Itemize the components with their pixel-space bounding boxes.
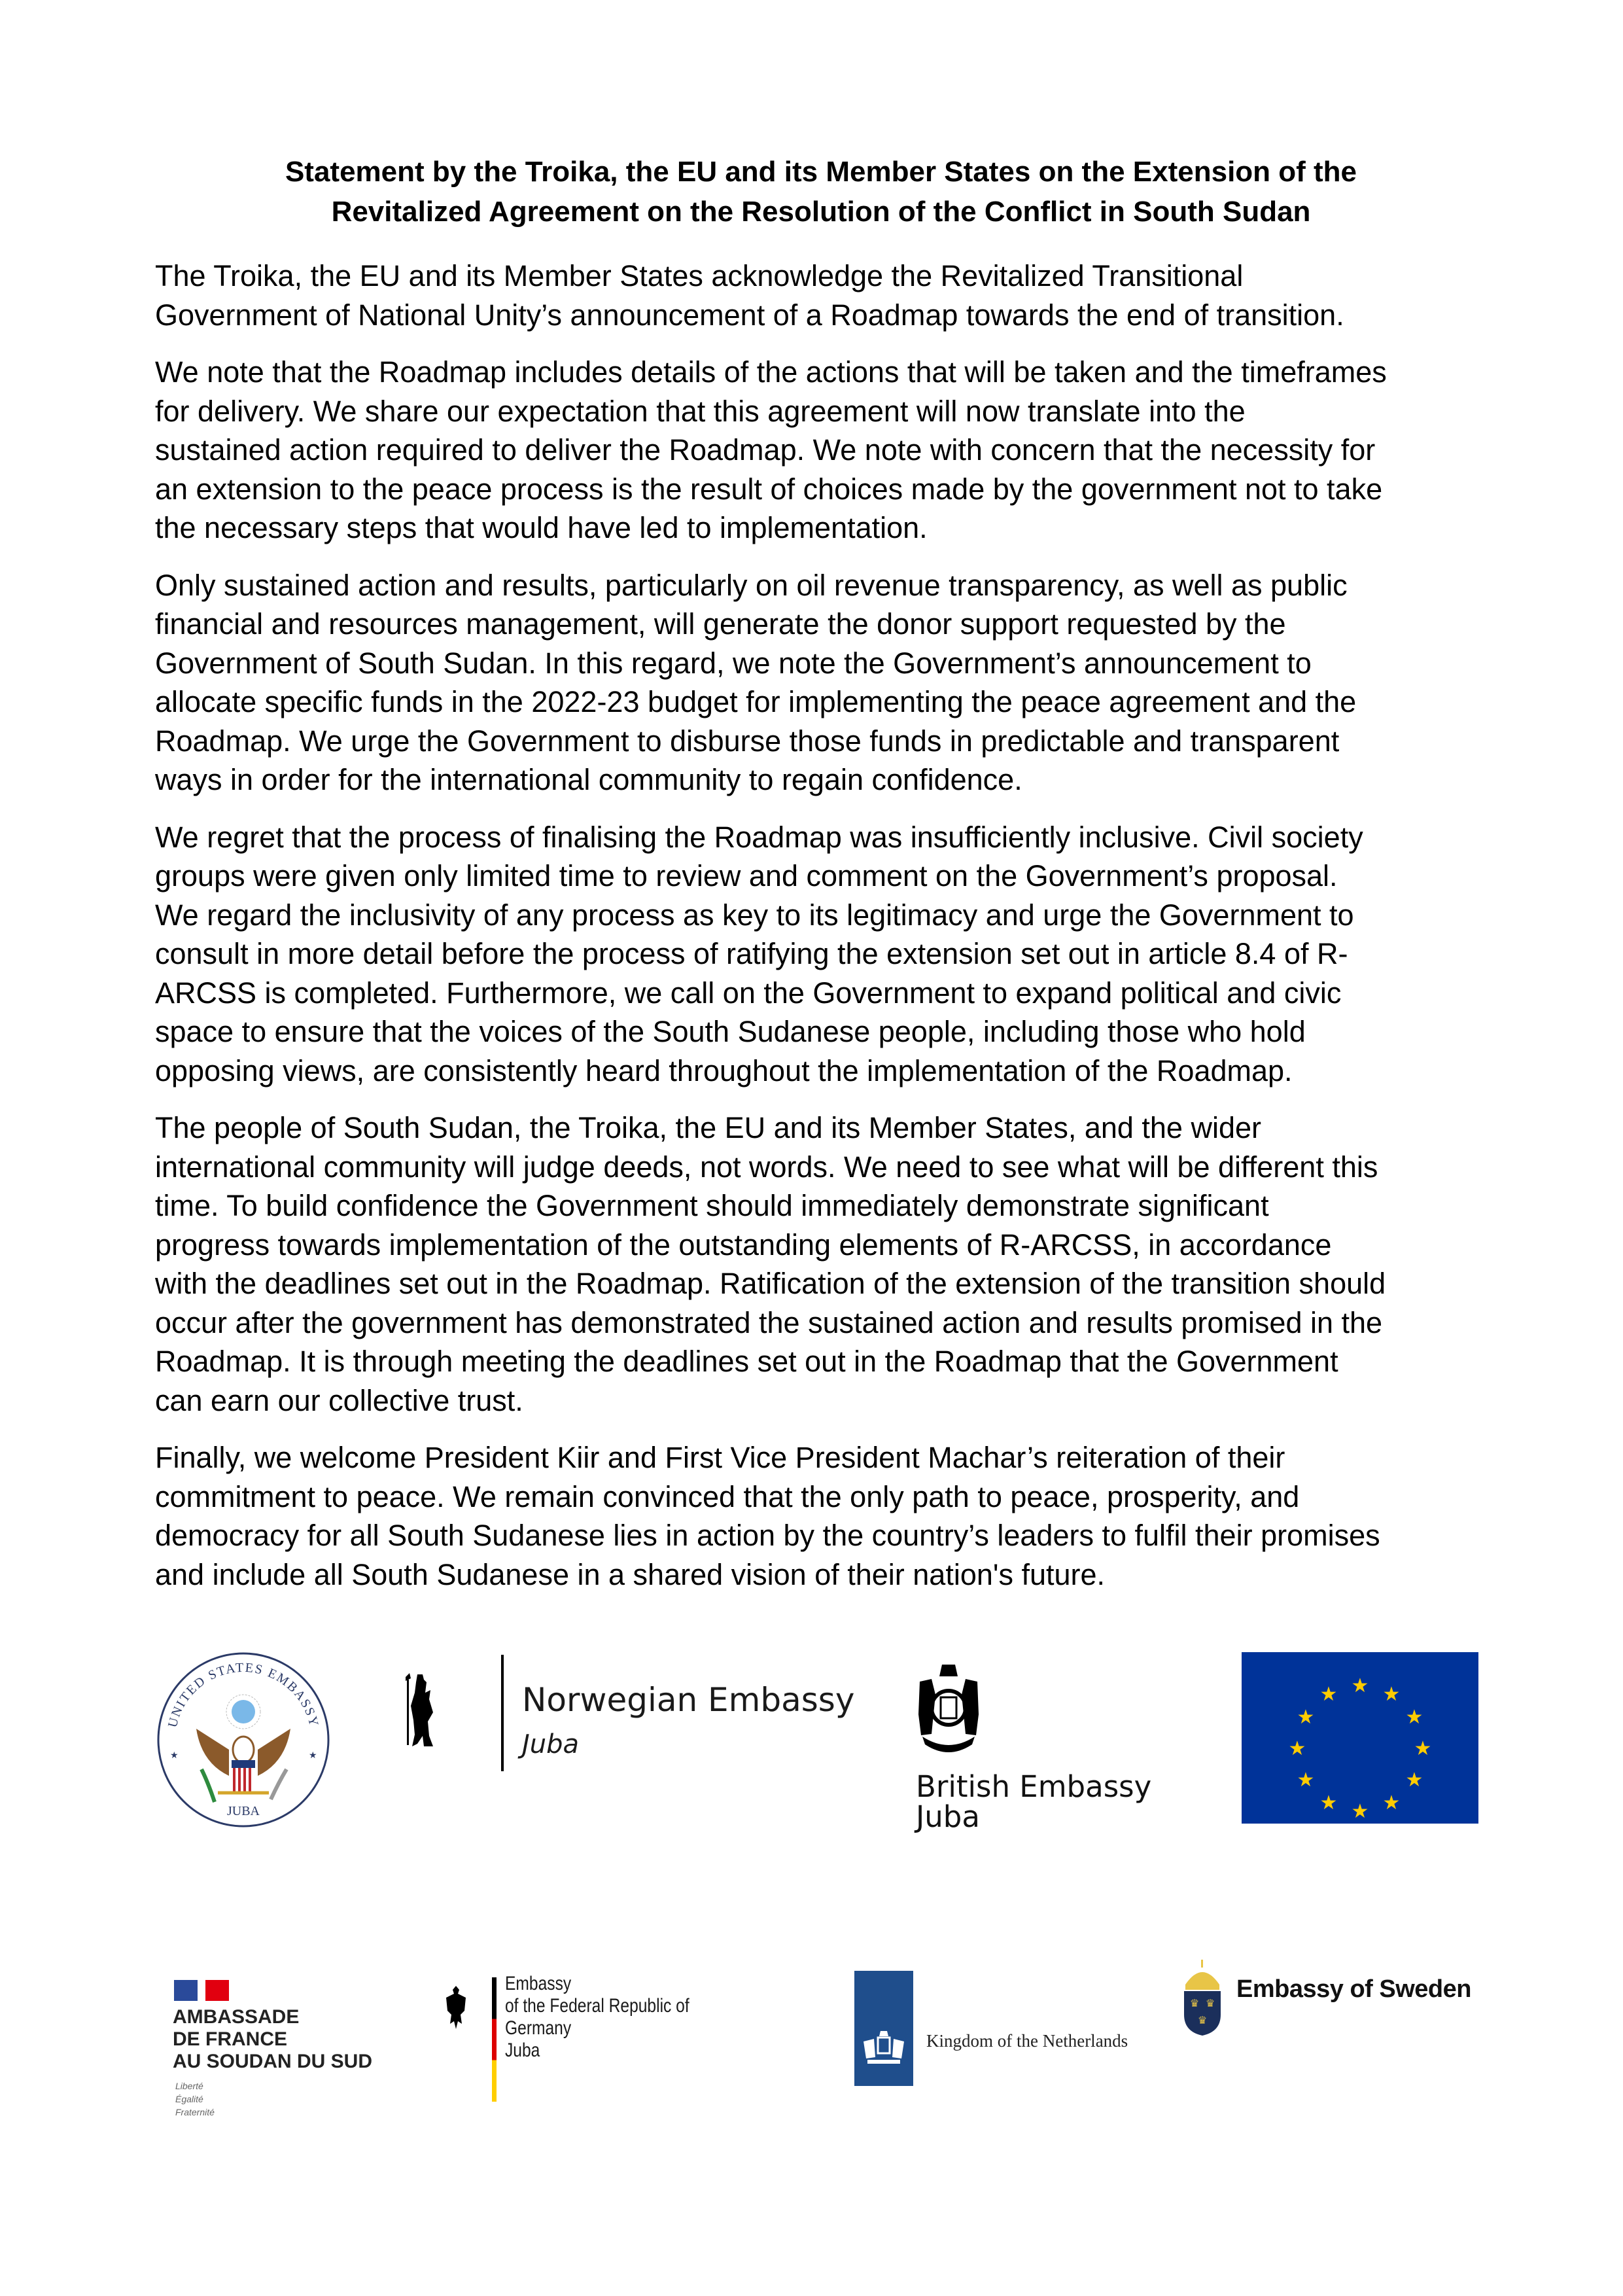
eu-flag-logo: [1242, 1652, 1478, 1824]
france-embassy-name: AMBASSADE DE FRANCE AU SOUDAN DU SUD: [173, 2006, 373, 2072]
us-embassy-logo: [156, 1651, 331, 1828]
svg-text:★: ★: [1297, 1706, 1315, 1729]
paragraph-inclusivity: We regret that the process of finalising the Roadmap was insufficiently inclusive. Civil society groups were given only limited time to review and comment on the Government’s proposal. We regard the inclusivity of any process as key to its legitimacy and urge the Government to consult in more detail before the process of ratifying the extension set out in article 8.4 of R- ARCSS is completed. Furthermore, we call on the Government to expand political and civic space to ensure that the voices of the South Sudanese people, including those who hold opposing views, are consistently heard throughout the implementation of the Roadmap.: [155, 820, 1363, 1087]
paragraph-deeds-not-words: The people of South Sudan, the Troika, the EU and its Member States, and the wider international community will judge deeds, not words. We need to see what will be different this time. To build confidence the Government should immediately demonstrate significant progress towards implementation of the outstanding elements of R-ARCSS, in accordance with the deadlines set out in the Roadmap. Ratification of the extension of the transition should occur after the government has demonstrated the sustained action and results promised in the Roadmap. It is through meeting the deadlines set out in the Roadmap that the Government can earn our collective trust.: [155, 1111, 1386, 1417]
british-embassy-logo: [916, 1662, 1191, 1839]
svg-text:★: ★: [1405, 1769, 1423, 1792]
svg-text:★: ★: [1382, 1683, 1401, 1706]
svg-text:♛: ♛: [1205, 1998, 1215, 2009]
swedish-embassy-logo: [1179, 1960, 1480, 2038]
norway-lion-icon: [400, 1673, 434, 1750]
svg-text:UNITED STATES EMBASSY: UNITED STATES EMBASSY: [165, 1660, 322, 1729]
title-line: Statement by the Troika, the EU and its Member States on the Extension of the: [285, 156, 1357, 188]
title-line: Revitalized Agreement on the Resolution of the Conflict in South Sudan: [331, 196, 1311, 228]
svg-text:★: ★: [1319, 1683, 1338, 1706]
svg-text:♛: ♛: [1189, 1998, 1200, 2009]
uk-royal-arms-icon: [916, 1662, 981, 1760]
document-title: [150, 152, 1492, 232]
norwegian-embassy-logo: [400, 1652, 858, 1790]
svg-text:★: ★: [1382, 1792, 1401, 1814]
german-eagle-icon: [445, 1985, 467, 2030]
svg-text:★: ★: [1351, 1674, 1369, 1697]
svg-text:JUBA: JUBA: [226, 1804, 260, 1818]
svg-text:★: ★: [1297, 1769, 1315, 1792]
netherlands-embassy-logo: [854, 1971, 1168, 2086]
svg-text:★: ★: [1288, 1737, 1306, 1760]
german-color-bar: [492, 1977, 497, 2102]
svg-text:♛: ♛: [1197, 2015, 1208, 2026]
paragraph-conclusion: Finally, we welcome President Kiir and First Vice President Machar’s reiteration of their commitment to peace. We remain convinced that the only path to peace, prosperity, and democracy for all South Sudanese lies in action by the country’s leaders to fulfil their promises and include all South Sudanese in a shared vision of their nation's future.: [155, 1441, 1380, 1591]
norway-embassy-city: Juba: [522, 1729, 580, 1759]
netherlands-blue-block: [854, 1971, 913, 2086]
statement-body: [155, 256, 1496, 1612]
french-embassy-logo: [157, 1963, 419, 2136]
france-motto: Liberté Égalité Fraternité: [175, 2081, 215, 2117]
uk-embassy-text: British Embassy Juba: [916, 1769, 1152, 1834]
svg-text:★: ★: [309, 1750, 317, 1760]
divider: [501, 1655, 504, 1771]
netherlands-arms-icon: [861, 2028, 907, 2068]
svg-text:★: ★: [1414, 1737, 1432, 1760]
sweden-crown-shield-icon: [1179, 1960, 1226, 2037]
sweden-embassy-name: Embassy of Sweden: [1236, 1975, 1471, 2003]
marianne-flag-icon: [174, 1980, 237, 2001]
german-embassy-logo: [440, 1973, 806, 2104]
svg-text:★: ★: [1319, 1792, 1338, 1814]
svg-text:★: ★: [170, 1750, 179, 1760]
germany-embassy-text: Embassy of the Federal Republic of Germany Juba: [505, 1973, 689, 2061]
norway-embassy-name: Norwegian Embassy: [522, 1681, 855, 1719]
paragraph-funding: Only sustained action and results, particularly on oil revenue transparency, as well as public financial and resources management, will generate the donor support requested by the Government of South Sudan. In this regard, we note the Government’s announcement to allocate specific funds in the 2022-23 budget for implementing the peace agreement and the Roadmap. We urge the Government to disburse those funds in predictable and transparent ways in order for the international community to regain confidence.: [155, 568, 1357, 796]
svg-text:★: ★: [1405, 1706, 1423, 1729]
paragraph-roadmap-details: We note that the Roadmap includes details of the actions that will be taken and the timeframes for delivery. We share our expectation that this agreement will now translate into the sustained action required to deliver the Roadmap. We note with concern that the necessity for an extension to the peace process is the result of choices made by the government not to take the necessary steps that would have led to implementation.: [155, 355, 1387, 544]
paragraph-acknowledgement: The Troika, the EU and its Member States acknowledge the Revitalized Transitional Government of National Unity’s announcement of a Roadmap towards the end of transition.: [155, 259, 1344, 332]
svg-text:★: ★: [1351, 1800, 1369, 1823]
us-embassy-seal-icon: [156, 1651, 331, 1828]
netherlands-name: Kingdom of the Netherlands: [926, 2031, 1128, 2051]
eu-flag-icon: [1242, 1652, 1478, 1824]
